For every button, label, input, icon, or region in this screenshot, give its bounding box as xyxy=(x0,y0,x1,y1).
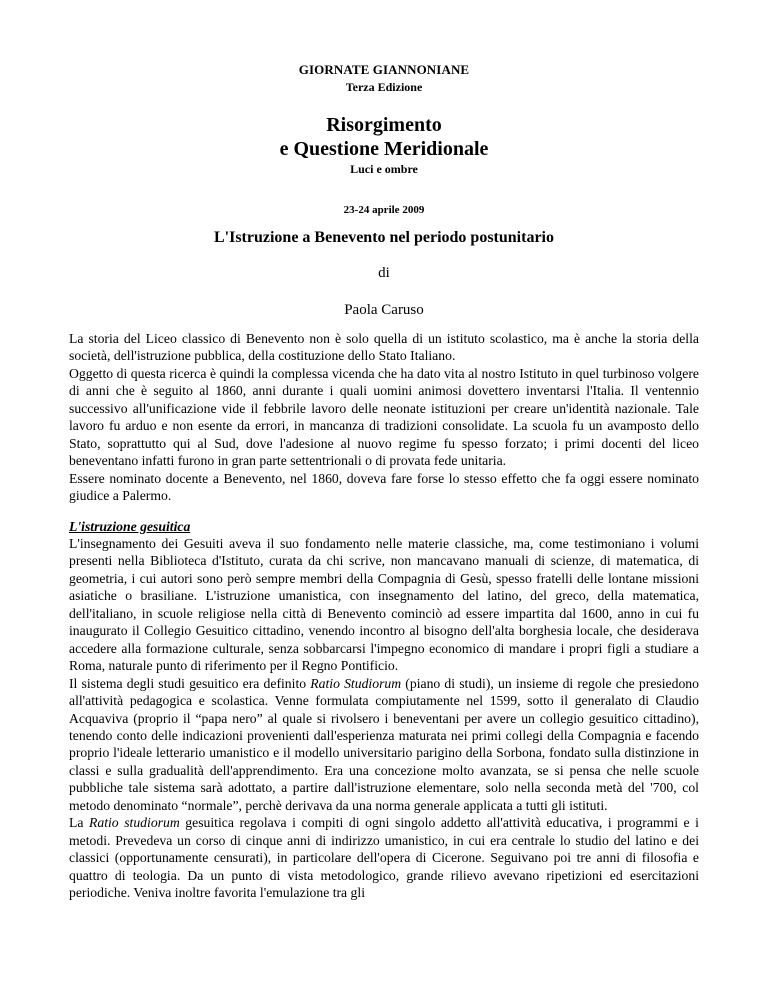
section-title: L'istruzione gesuitica xyxy=(69,518,191,534)
intro-paragraph-3: Essere nominato docente a Benevento, nel 1860, doveva fare forse lo stesso effetto che fa oggi essere nominato giudice a Palermo. xyxy=(69,470,699,504)
section-heading xyxy=(69,518,699,535)
event-date: 23-24 aprile 2009 xyxy=(343,204,425,216)
by-line: di xyxy=(378,265,390,281)
section-paragraph-3-rest: gesuitica regolava i compiti di ogni singolo addetto all'attività educativa, i programmi e i metodi. Prevedeva un corso di cinque anni di indirizzo umanistico, in cui era centrale lo studio del latino e dei classici (opportunamente censurati), in particolare dell'opera di Cicerone. Seguivano poi tre anni di filosofia e quattro di teologia. Da un punto di vista metodologico, grande rilievo avevano ripetizioni ed esercitazioni periodiche. Veniva inoltre favorita l'emulazione tra gli xyxy=(69,815,699,901)
ratio-studiorum-term: Ratio Studiorum xyxy=(310,675,402,691)
section-paragraph-1: L'insegnamento dei Gesuiti aveva il suo fondamento nelle materie classiche, ma, come testimoniano i volumi presenti nella Biblioteca d'Istituto, curata da chi scrive, non mancavano manuali di scienze, di matematica, di geometria, i cui autori sono però sempre membri della Compagnia di Gesù, spesso fratelli delle lontane missioni asiatiche o brasiliane. L'istruzione umanistica, con insegnamento del latino, del greco, della matematica, dell'italiano, in scuole religiose nella città di Benevento cominciò ad essere impartita dal 1600, anno in cui fu inaugurato il Collegio Gesuitico cittadino, venendo incontro al bisogno dell'alta borghesia locale, che desiderava accedere alla formazione culturale, senza sobbarcarsi l'impegno economico di mandare i propri figli a studiare a Roma, naturale punto di riferimento per il Regno Pontificio. xyxy=(69,535,699,674)
theme-subtitle: Luci e ombre xyxy=(350,162,418,176)
section-paragraph-2-start: Il sistema degli studi gesuitico era definito xyxy=(69,675,311,691)
section-paragraph-2 xyxy=(69,675,699,815)
section-paragraph-2-rest: (piano di studi), un insieme di regole che presiedono all'attività pedagogica e scolastica. Venne formulata compiutamente nel 1599, sotto il generalato di Claudio Acquaviva (proprio il “papa nero” al quale si rivolsero i beneventani per avere un collegio gesuitico cittadino), tenendo conto delle indicazioni provenienti dall'esperienza maturata nei primi collegi della Compagnia e facendo proprio l'ideale letterario umanistico e il modello universitario parigino della Sorbona, fondato sulla distinzione in classi e sulla gradualità dell'apprendimento. Era una concezione molto avanzata, se si pensa che nelle scuole pubbliche tale sistema sarà adottato, a partire dall'istruzione elementare, solo nella seconda metà del '700, col metodo denominato “normale”, perchè derivava da una norma generale applicata a tutti gli istituti. xyxy=(69,675,699,813)
body-text xyxy=(69,330,699,902)
theme-title-line1: Risorgimento xyxy=(326,114,442,136)
event-title: GIORNATE GIANNONIANE xyxy=(298,62,470,77)
intro-paragraph-2: Oggetto di questa ricerca è quindi la complessa vicenda che ha dato vita al nostro Istituto in quel turbinoso volgere di anni che è seguito al 1860, anni durante i quali uomini animosi dovettero inventarsi l'Italia. Il ventennio successivo all'unificazione vide il febbrile lavoro delle neonate istituzioni per creare un'identità nazionale. Tale lavoro fu arduo e non esente da errori, in mancanza di tradizioni consolidate. La scuola fu un avamposto dello Stato, soprattutto qui al Sud, dove l'adesione al nuovo regime fu spesso forzato; i primi docenti del liceo beneventano infatti furono in gran parte settentrionali o di provata fede unitaria. xyxy=(69,365,699,469)
section-paragraph-3 xyxy=(69,814,699,901)
event-edition: Terza Edizione xyxy=(345,80,423,94)
ratio-studiorum-term-2: Ratio studiorum xyxy=(89,815,180,831)
intro-paragraph-1: La storia del Liceo classico di Benevento non è solo quella di un istituto scolastico, ma è anche la storia della società, dell'istruzione pubblica, della costituzione dello Stato Italiano. xyxy=(69,331,699,364)
section-paragraph-3-start: La xyxy=(69,815,89,831)
theme-title-line2: e Questione Meridionale xyxy=(279,138,489,160)
author-name: Paola Caruso xyxy=(344,302,424,318)
paper-title: L'Istruzione a Benevento nel periodo postunitario xyxy=(213,229,554,246)
